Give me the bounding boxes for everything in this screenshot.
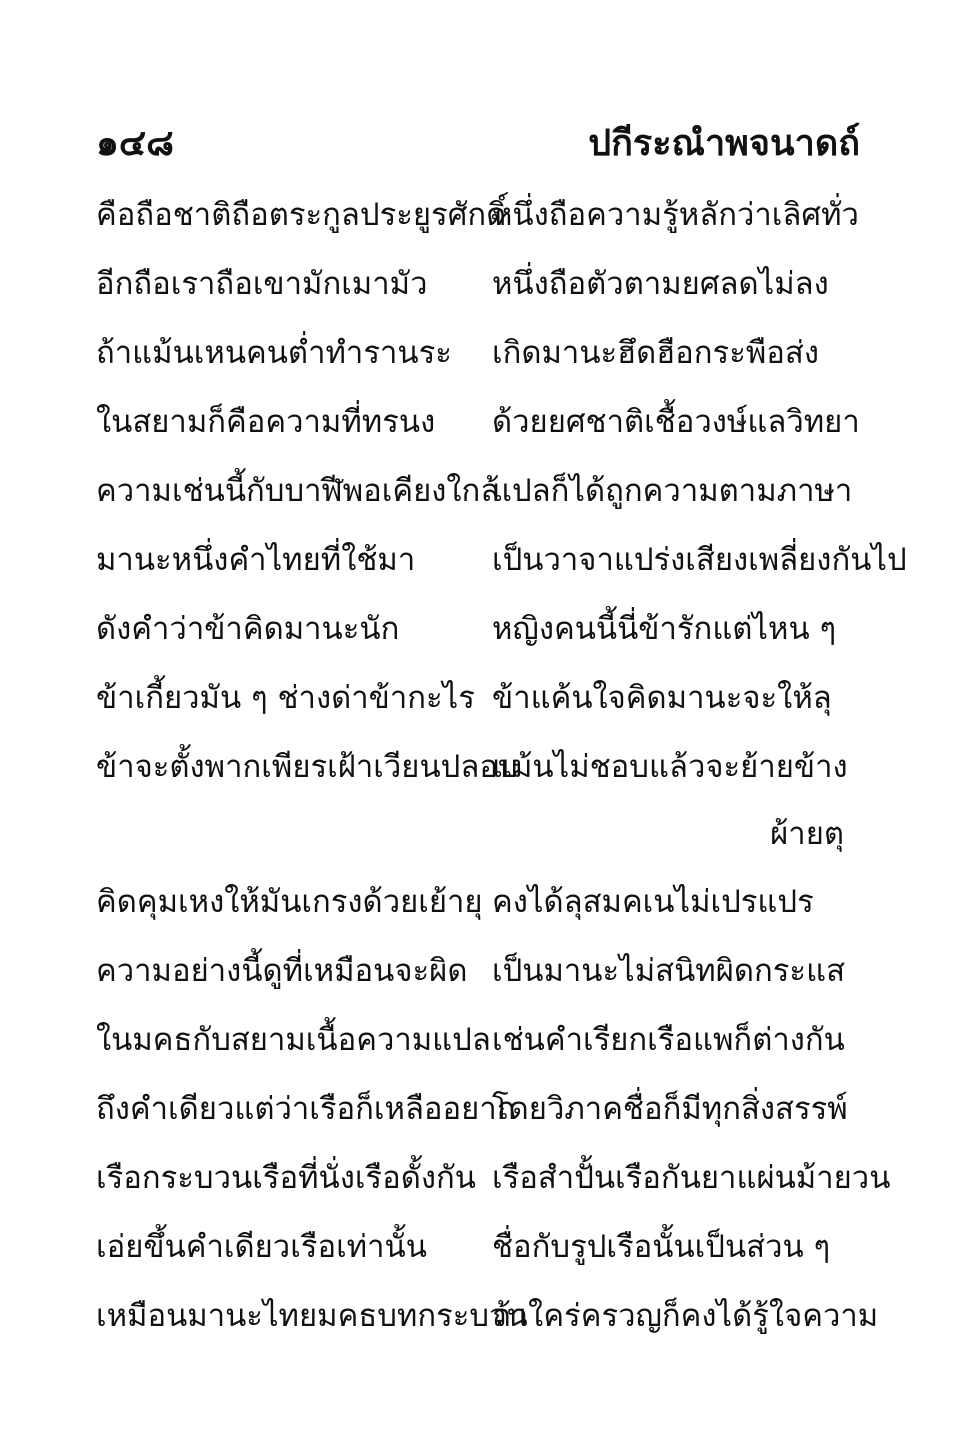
verse-line-right: ชื่อกับรูปเรือนั้นเป็นส่วน ๆ: [492, 1229, 831, 1265]
verse-tail-word: ผ้ายตุ: [770, 816, 844, 852]
verse-couplet: [96, 671, 876, 740]
verse-line-left: ข้าเกี้ยวมัน ๆ ช่างด่าข้ากะไร: [96, 680, 475, 716]
verse-couplet: [96, 326, 876, 395]
verse-line-right: โดยวิภาคชื่อก็มีทุกสิ่งสรรพ์: [492, 1091, 848, 1127]
verse-line-left: ความอย่างนี้ดูที่เหมือนจะผิด: [96, 953, 468, 989]
page-number: ๑๔๘: [96, 122, 174, 164]
verse-line-right: หนึ่งถือตัวตามยศลดไม่ลง: [492, 266, 829, 302]
verse-line-left: ถ้าแม้นเหนคนต่ำทำรานระ: [96, 335, 452, 371]
verse-couplet: [96, 875, 876, 944]
verse-line-right: ด้วยยศชาติเชื้อวงษ์แลวิทยา: [492, 404, 860, 440]
verse-line-right: คงได้ลุสมคเนไม่เปรแปร: [492, 884, 814, 920]
verse-couplet: [96, 740, 876, 809]
page-header: [96, 118, 860, 168]
verse-line-right: เป็นมานะไม่สนิทผิดกระแส: [492, 953, 845, 989]
verse-couplet: [96, 533, 907, 602]
verse-line-right: หนึ่งถือความรู้หลักว่าเลิศทั่ว: [492, 197, 859, 233]
verse-line-right: เกิดมานะฮึดฮือกระพือส่ง: [492, 335, 819, 371]
verse-line-right: หญิงคนนี้นี่ข้ารักแต่ไหน ๆ: [492, 611, 837, 647]
verse-couplet: [96, 395, 876, 464]
verse-line-right: ข้าแค้นใจคิดมานะจะให้ลุ: [492, 680, 832, 716]
verse-line-right: เรือสำปั้นเรือกันยาแผ่นม้ายวน: [492, 1160, 891, 1196]
verse-stanza-2: [96, 875, 891, 1358]
verse-couplet: [96, 944, 876, 1013]
verse-line-left: อีกถือเราถือเขามักเมามัว: [96, 266, 428, 302]
verse-line-left: เหมือนมานะไทยมคธบทกระบวน: [96, 1298, 528, 1334]
verse-line-left: ถึงคำเดียวแต่ว่าเรือก็เหลืออยาก: [96, 1091, 516, 1127]
verse-line-left: ความเช่นนี้กับบาฬีพอเคียงใกล้: [96, 473, 500, 509]
verse-couplet: [96, 1151, 891, 1220]
verse-couplet: [96, 188, 876, 257]
verse-couplet: [96, 464, 876, 533]
verse-line-left: ในสยามก็คือความที่ทรนง: [96, 404, 436, 440]
verse-couplet: [96, 1013, 876, 1082]
verse-couplet: [96, 602, 876, 671]
verse-couplet: [96, 257, 876, 326]
verse-line-right: แปลก็ได้ถูกความตามภาษา: [492, 473, 853, 509]
verse-stanza-1: [96, 188, 907, 809]
verse-line-left: เอ่ยขึ้นคำเดียวเรือเท่านั้น: [96, 1229, 427, 1265]
verse-couplet: [96, 1082, 876, 1151]
verse-couplet: [96, 1220, 876, 1289]
verse-line-right: เป็นวาจาแปร่งเสียงเพลี่ยงกันไป: [492, 542, 907, 578]
verse-line-left: ในมคธกับสยามเนื้อความแปล: [96, 1022, 491, 1058]
verse-line-left: คือถือชาติถือตระกูลประยูรศักดิ์: [96, 197, 507, 233]
verse-line-left: คิดคุมเหงให้มันเกรงด้วยเย้ายุ: [96, 884, 483, 920]
verse-line-left: มานะหนึ่งคำไทยที่ใช้มา: [96, 542, 416, 578]
verse-line-right: เช่นคำเรียกเรือแพก็ต่างกัน: [492, 1022, 845, 1058]
verse-line-right: ถ้าใคร่ครวญก็คงได้รู้ใจความ: [492, 1298, 879, 1334]
verse-line-left: เรือกระบวนเรือที่นั่งเรือดั้งกัน: [96, 1160, 476, 1196]
verse-line-right: แม้นไม่ชอบแล้วจะย้ายข้าง: [492, 749, 848, 785]
verse-line-left: ข้าจะตั้งพากเพียรเฝ้าเวียนปลอบ: [96, 749, 518, 785]
verse-couplet: [96, 1289, 879, 1358]
running-title: ปกีระณำพจนาดถ์: [588, 122, 860, 164]
verse-line-left: ดังคำว่าข้าคิดมานะนัก: [96, 611, 400, 647]
